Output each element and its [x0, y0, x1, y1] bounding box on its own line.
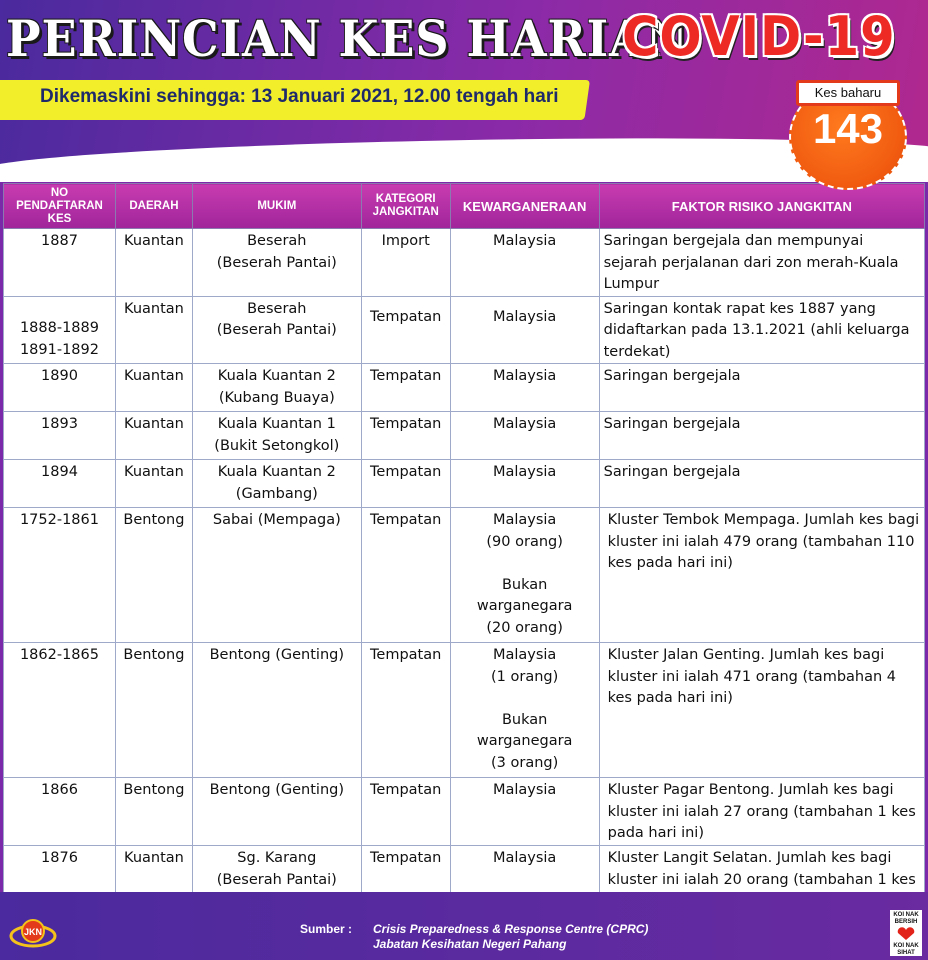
col-header-kewarganegaraan: KEWARGANERAAN	[450, 184, 599, 229]
table-row	[4, 296, 925, 364]
mukim: Kuala Kuantan 1 (Bukit Setongkol)	[192, 412, 361, 460]
mukim: Sg. Karang (Beserah Pantai)	[192, 846, 361, 914]
faktor-risiko: Kluster Jalan Genting. Jumlah kes bagi kluster ini ialah 471 orang (tambahan 4 kes pada hari ini)	[599, 643, 924, 778]
case-no: 1862-1865	[4, 643, 116, 778]
page-title: PERINCIAN KES HARIAN	[6, 9, 689, 68]
case-no: 1888-1889 1891-1892	[4, 296, 116, 364]
mukim: Beserah (Beserah Pantai)	[192, 229, 361, 297]
table-row	[4, 229, 925, 297]
kewarganegaraan: Malaysia (90 orang) Bukan warganegara (20 orang)	[450, 508, 599, 643]
faktor-risiko: Saringan bergejala	[599, 364, 924, 412]
mukim: Bentong (Genting)	[192, 778, 361, 846]
kategori: Tempatan	[361, 778, 450, 846]
table-row	[4, 412, 925, 460]
daerah: Kuantan	[115, 412, 192, 460]
case-no: 1890	[4, 364, 116, 412]
page-title-accent: COVID-19	[622, 5, 896, 68]
kategori: Tempatan	[361, 460, 450, 508]
faktor-risiko: Kluster Tembok Mempaga. Jumlah kes bagi kluster ini ialah 479 orang (tambahan 110 kes pada hari ini)	[599, 508, 924, 643]
heart-icon	[896, 927, 916, 941]
col-header-kategori: KATEGORI JANGKITAN	[361, 184, 450, 229]
svg-text:JKN: JKN	[23, 927, 43, 937]
kategori: Tempatan	[361, 412, 450, 460]
daerah: Kuantan	[115, 364, 192, 412]
table-row	[4, 643, 925, 778]
mukim: Sabai (Mempaga)	[192, 508, 361, 643]
daerah: Kuantan	[115, 846, 192, 914]
mukim: Kuala Kuantan 2 (Gambang)	[192, 460, 361, 508]
case-no: 1894	[4, 460, 116, 508]
faktor-risiko: Saringan kontak rapat kes 1887 yang didaftarkan pada 13.1.2021 (ahli keluarga terdekat)	[599, 296, 924, 364]
kategori: Import	[361, 229, 450, 297]
kewarganegaraan: Malaysia	[450, 229, 599, 297]
new-cases-count: 143	[812, 105, 884, 152]
col-header-faktor: FAKTOR RISIKO JANGKITAN	[599, 184, 924, 229]
kewarganegaraan: Malaysia	[450, 412, 599, 460]
daerah: Bentong	[115, 778, 192, 846]
kategori: Tempatan	[361, 364, 450, 412]
kewarganegaraan: Malaysia	[450, 460, 599, 508]
source-line-1: Crisis Preparedness & Response Centre (CPRC)	[373, 922, 649, 936]
kategori: Tempatan	[361, 508, 450, 643]
source-label: Sumber :	[300, 922, 353, 936]
table-row	[4, 364, 925, 412]
daerah: Kuantan	[115, 460, 192, 508]
kategori: Tempatan	[361, 846, 450, 914]
faktor-risiko: Saringan bergejala dan mempunyai sejarah perjalanan dari zon merah-Kuala Lumpur	[599, 229, 924, 297]
daerah: Kuantan	[115, 296, 192, 364]
faktor-risiko: Saringan bergejala	[599, 412, 924, 460]
kewarganegaraan: Malaysia (1 orang) Bukan warganegara (3 orang)	[450, 643, 599, 778]
mukim: Bentong (Genting)	[192, 643, 361, 778]
case-no: 1866	[4, 778, 116, 846]
case-no: 1887	[4, 229, 116, 297]
daerah: Bentong	[115, 508, 192, 643]
kewarganegaraan: Malaysia	[450, 778, 599, 846]
jkn-logo-icon	[8, 916, 58, 950]
faktor-risiko: Kluster Langit Selatan. Jumlah kes bagi kluster ini ialah 20 orang (tambahan 1 kes	[599, 846, 924, 914]
table-row	[4, 508, 925, 643]
col-header-daerah: DAERAH	[115, 184, 192, 229]
updated-date: Dikemaskini sehingga: 13 Januari 2021, 12.00 tengah hari	[40, 86, 559, 107]
campaign-logo: KOI NAK BERSIH KOI NAK SIHAT	[890, 910, 922, 956]
col-header-no: NO PENDAFTARAN KES	[4, 184, 116, 229]
new-cases-label: Kes baharu	[796, 80, 900, 106]
table-header-row	[4, 184, 925, 229]
kewarganegaraan: Malaysia	[450, 364, 599, 412]
faktor-risiko: Kluster Pagar Bentong. Jumlah kes bagi kluster ini ialah 27 orang (tambahan 1 kes pada hari ini)	[599, 778, 924, 846]
col-header-mukim: MUKIM	[192, 184, 361, 229]
case-no: 1752-1861	[4, 508, 116, 643]
daerah: Kuantan	[115, 229, 192, 297]
table-row	[4, 778, 925, 846]
faktor-risiko: Saringan bergejala	[599, 460, 924, 508]
mukim: Kuala Kuantan 2 (Kubang Buaya)	[192, 364, 361, 412]
kategori: Tempatan	[361, 296, 450, 364]
kewarganegaraan: Malaysia	[450, 846, 599, 914]
cases-table	[3, 183, 925, 914]
daerah: Bentong	[115, 643, 192, 778]
case-no: 1893	[4, 412, 116, 460]
mukim: Beserah (Beserah Pantai)	[192, 296, 361, 364]
table-row	[4, 460, 925, 508]
source-line-2: Jabatan Kesihatan Negeri Pahang	[373, 937, 567, 951]
case-no: 1876	[4, 846, 116, 914]
kategori: Tempatan	[361, 643, 450, 778]
kewarganegaraan: Malaysia	[450, 296, 599, 364]
